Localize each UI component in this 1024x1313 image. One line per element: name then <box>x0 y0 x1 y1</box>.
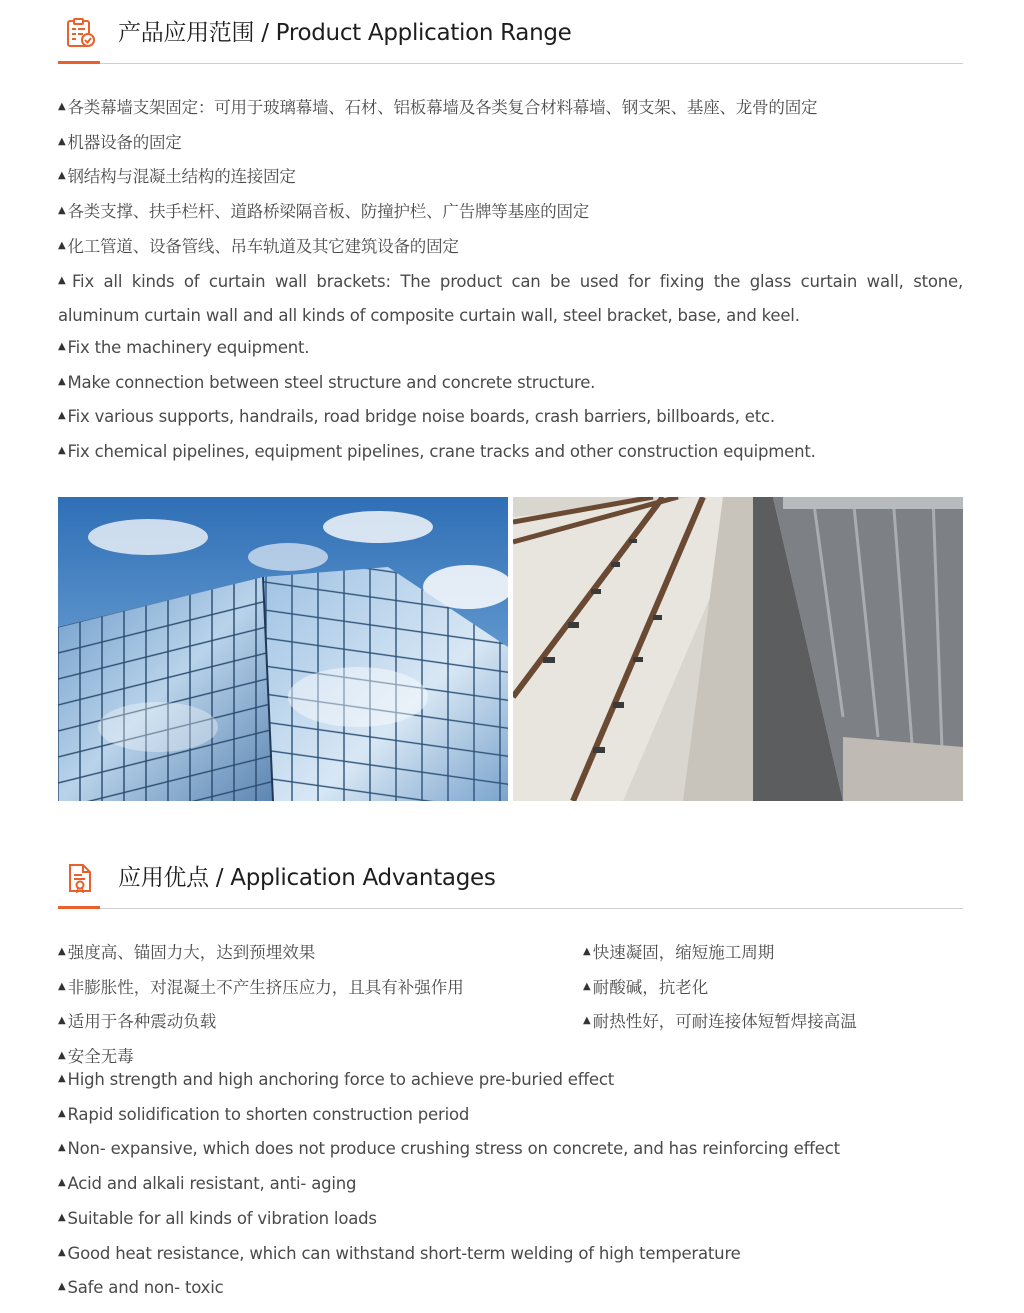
triangle-bullet-icon: ▲ <box>58 135 66 147</box>
triangle-bullet-icon: ▲ <box>58 1211 66 1223</box>
list-item: ▲ 适用于各种震动负载 <box>58 1012 217 1032</box>
list-item: ▲ 机器设备的固定 <box>58 132 182 152</box>
triangle-bullet-icon: ▲ <box>583 946 591 957</box>
triangle-bullet-icon: ▲ <box>583 1015 591 1027</box>
triangle-bullet-icon: ▲ <box>58 205 66 217</box>
list-item: ▲ 非膨胀性，对混凝土不产生挤压应力，且具有补强作用 <box>58 977 464 997</box>
triangle-bullet-icon: ▲ <box>58 1073 66 1084</box>
list-item: ▲ Fix all kinds of curtain wall brackets: The product can be used for fixing the glass curtain wall, stone, aluminum curtain wall and all kinds of composite curtain wall, steel bracket, base, and keel. <box>58 271 964 326</box>
list-item: ▲ High strength and high anchoring force to achieve pre-buried effect <box>58 1070 615 1089</box>
triangle-bullet-icon: ▲ <box>58 375 66 387</box>
section-header-application-range <box>58 16 963 66</box>
document-certificate-icon <box>66 863 96 893</box>
triangle-bullet-icon: ▲ <box>58 101 66 112</box>
triangle-bullet-icon: ▲ <box>58 1050 66 1062</box>
glass-curtain-wall-photo <box>58 497 508 801</box>
list-item: ▲ 各类支撑、扶手栏杆、道路桥梁隔音板、防撞护栏、广告牌等基座的固定 <box>58 202 590 222</box>
section-title-application-range: 产品应用范围 / Product Application Range <box>118 20 572 46</box>
application-range-list <box>58 92 963 471</box>
triangle-bullet-icon: ▲ <box>58 1177 66 1189</box>
section-divider <box>58 63 963 64</box>
triangle-bullet-icon: ▲ <box>58 239 66 251</box>
list-item: ▲ Make connection between steel structure and concrete structure. <box>58 372 596 392</box>
triangle-bullet-icon: ▲ <box>58 1281 66 1293</box>
list-item: ▲ Good heat resistance, which can withstand short-term welding of high temperature <box>58 1243 741 1263</box>
list-item: ▲ Acid and alkali resistant, anti- aging <box>58 1174 357 1194</box>
triangle-bullet-icon: ▲ <box>58 980 66 992</box>
triangle-bullet-icon: ▲ <box>58 1246 66 1258</box>
triangle-bullet-icon: ▲ <box>58 1107 66 1119</box>
section-header-application-advantages <box>58 861 963 911</box>
advantages-list-right <box>583 937 857 1041</box>
clipboard-check-icon <box>66 18 96 48</box>
list-item: ▲ 耐热性好，可耐连接体短暂焊接高温 <box>583 1012 857 1032</box>
list-item: ▲ Fix chemical pipelines, equipment pipelines, crane tracks and other construction equipment. <box>58 442 816 462</box>
triangle-bullet-icon: ▲ <box>58 340 66 352</box>
list-item: ▲ 安全无毒 <box>58 1047 134 1067</box>
list-item: ▲ Fix the machinery equipment. <box>58 337 310 357</box>
triangle-bullet-icon: ▲ <box>58 1015 66 1027</box>
list-item: ▲ 快速凝固，缩短施工周期 <box>583 943 775 962</box>
triangle-bullet-icon: ▲ <box>58 445 66 457</box>
list-item: ▲ 钢结构与混凝土结构的连接固定 <box>58 167 296 187</box>
triangle-bullet-icon: ▲ <box>583 980 591 992</box>
section-divider <box>58 908 963 909</box>
advantages-list-english <box>58 1064 963 1307</box>
triangle-bullet-icon: ▲ <box>58 170 66 182</box>
list-item: ▲ 化工管道、设备管线、吊车轨道及其它建筑设备的固定 <box>58 236 459 256</box>
triangle-bullet-icon: ▲ <box>58 946 66 957</box>
section-divider-accent <box>58 61 100 64</box>
triangle-bullet-icon: ▲ <box>58 1142 66 1154</box>
list-item: ▲ Rapid solidification to shorten construction period <box>58 1104 470 1124</box>
triangle-bullet-icon: ▲ <box>58 410 66 422</box>
triangle-bullet-icon: ▲ <box>58 274 70 286</box>
list-item: ▲ 强度高、锚固力大，达到预埋效果 <box>58 943 316 962</box>
application-photos <box>58 497 963 801</box>
section-divider-accent <box>58 906 100 909</box>
list-item: ▲ 各类幕墙支架固定：可用于玻璃幕墙、石材、铝板幕墙及各类复合材料幕墙、钢支架、基座、龙骨的固定 <box>58 98 818 117</box>
list-item: ▲ 耐酸碱，抗老化 <box>583 977 709 997</box>
list-item: ▲ Suitable for all kinds of vibration loads <box>58 1208 377 1228</box>
list-item: ▲ Safe and non- toxic <box>58 1278 224 1298</box>
list-item: ▲ Fix various supports, handrails, road bridge noise boards, crash barriers, billboards, etc. <box>58 407 775 427</box>
railway-track-noise-barrier-photo <box>513 497 963 801</box>
list-item: ▲ Non- expansive, which does not produce crushing stress on concrete, and has reinforcing effect <box>58 1139 840 1159</box>
section-title-application-advantages: 应用优点 / Application Advantages <box>118 865 496 891</box>
advantages-list-left <box>58 937 464 1076</box>
